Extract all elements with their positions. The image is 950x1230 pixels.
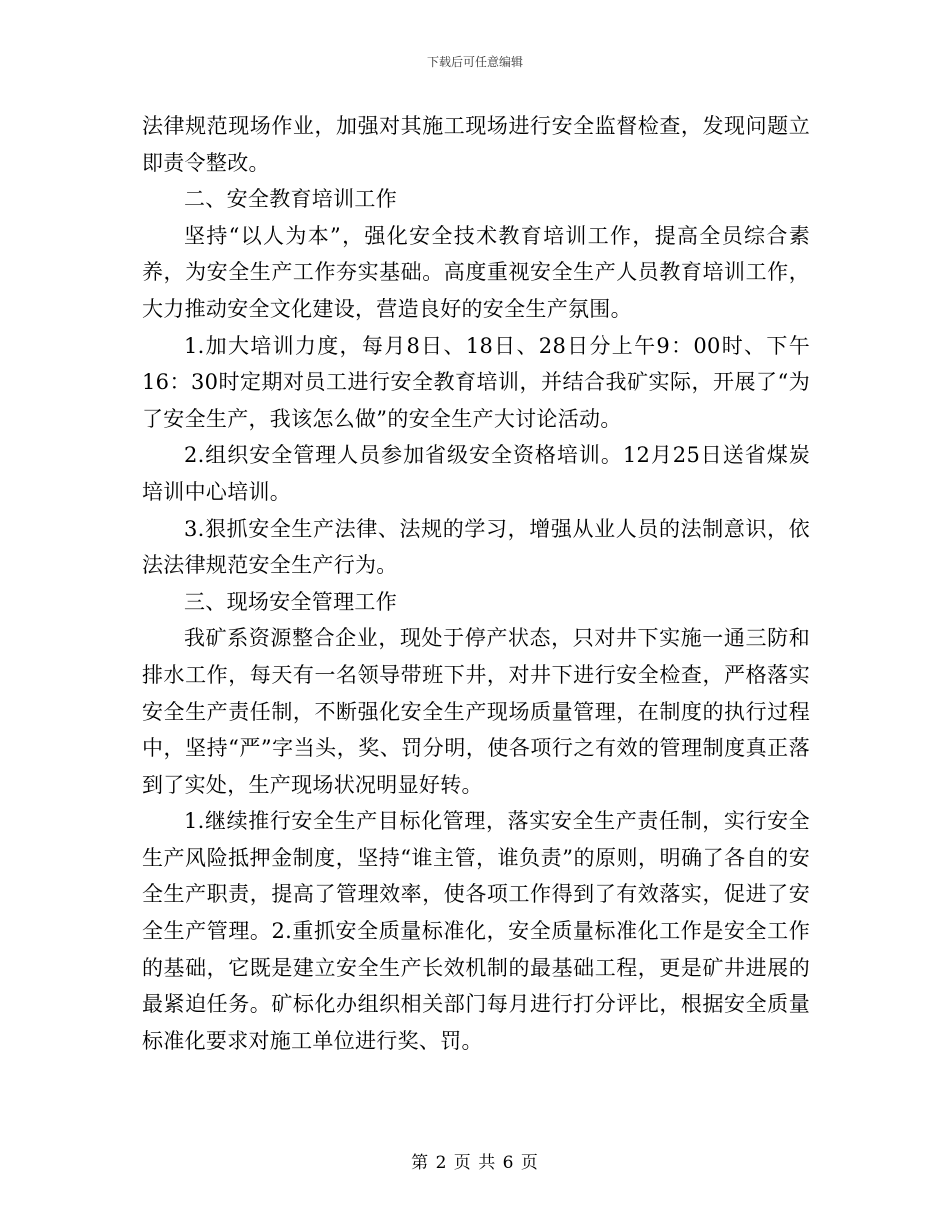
header-note: 下载后可任意编辑 (426, 55, 523, 69)
paragraph: 法律规范现场作业，加强对其施工现场进行安全监督检查，发现问题立即责令整改。 (142, 114, 810, 175)
paragraph: 坚持“以人为本”，强化安全技术教育培训工作，提高全员综合素养，为安全生产工作夯实基础。高度重视安全生产人员教育培训工作，大力推动安全文化建设，营造良好的安全生产氛围。 (142, 223, 810, 321)
section-heading-safety-training: 二、安全教育培训工作 (184, 187, 397, 212)
section-heading-site-management: 三、现场安全管理工作 (184, 589, 397, 614)
list-item: 2.组织安全管理人员参加省级安全资格培训。12月25日送省煤炭培训中心培训。 (142, 443, 810, 504)
page-number-footer: 第 2 页 共 6 页 (411, 1153, 539, 1173)
document-body (142, 108, 810, 1059)
list-item: 1.加大培训力度，每月8日、18日、28日分上午9：00时、下午16：30时定期对员工进行安全教育培训，并结合我矿实际，开展了“为了安全生产，我该怎么做”的安全生产大讨论活动。 (142, 333, 810, 431)
paragraph: 我矿系资源整合企业，现处于停产状态，只对井下实施一通三防和排水工作，每天有一名领导带班下井，对井下进行安全检查，严格落实安全生产责任制，不断强化安全生产现场质量管理，在制度的执行过程中，坚持“严”字当头，奖、罚分明，使各项行之有效的管理制度真正落到了实处，生产现场状况明显好转。 (142, 626, 810, 797)
list-item: 1.继续推行安全生产目标化管理，落实安全生产责任制，实行安全生产风险抵押金制度，坚持“谁主管，谁负责”的原则，明确了各自的安全生产职责，提高了管理效率，使各项工作得到了有效落实，促进了安全生产管理。2.重抓安全质量标准化，安全质量标准化工作是安全工作的基础，它既是建立安全生产长效机制的最基础工程，更是矿井进展的最紧迫任务。矿标化办组织相关部门每月进行打分评比，根据安全质量标准化要求对施工单位进行奖、罚。 (142, 809, 810, 1053)
list-item: 3.狠抓安全生产法律、法规的学习，增强从业人员的法制意识，依法法律规范安全生产行为。 (142, 516, 810, 578)
